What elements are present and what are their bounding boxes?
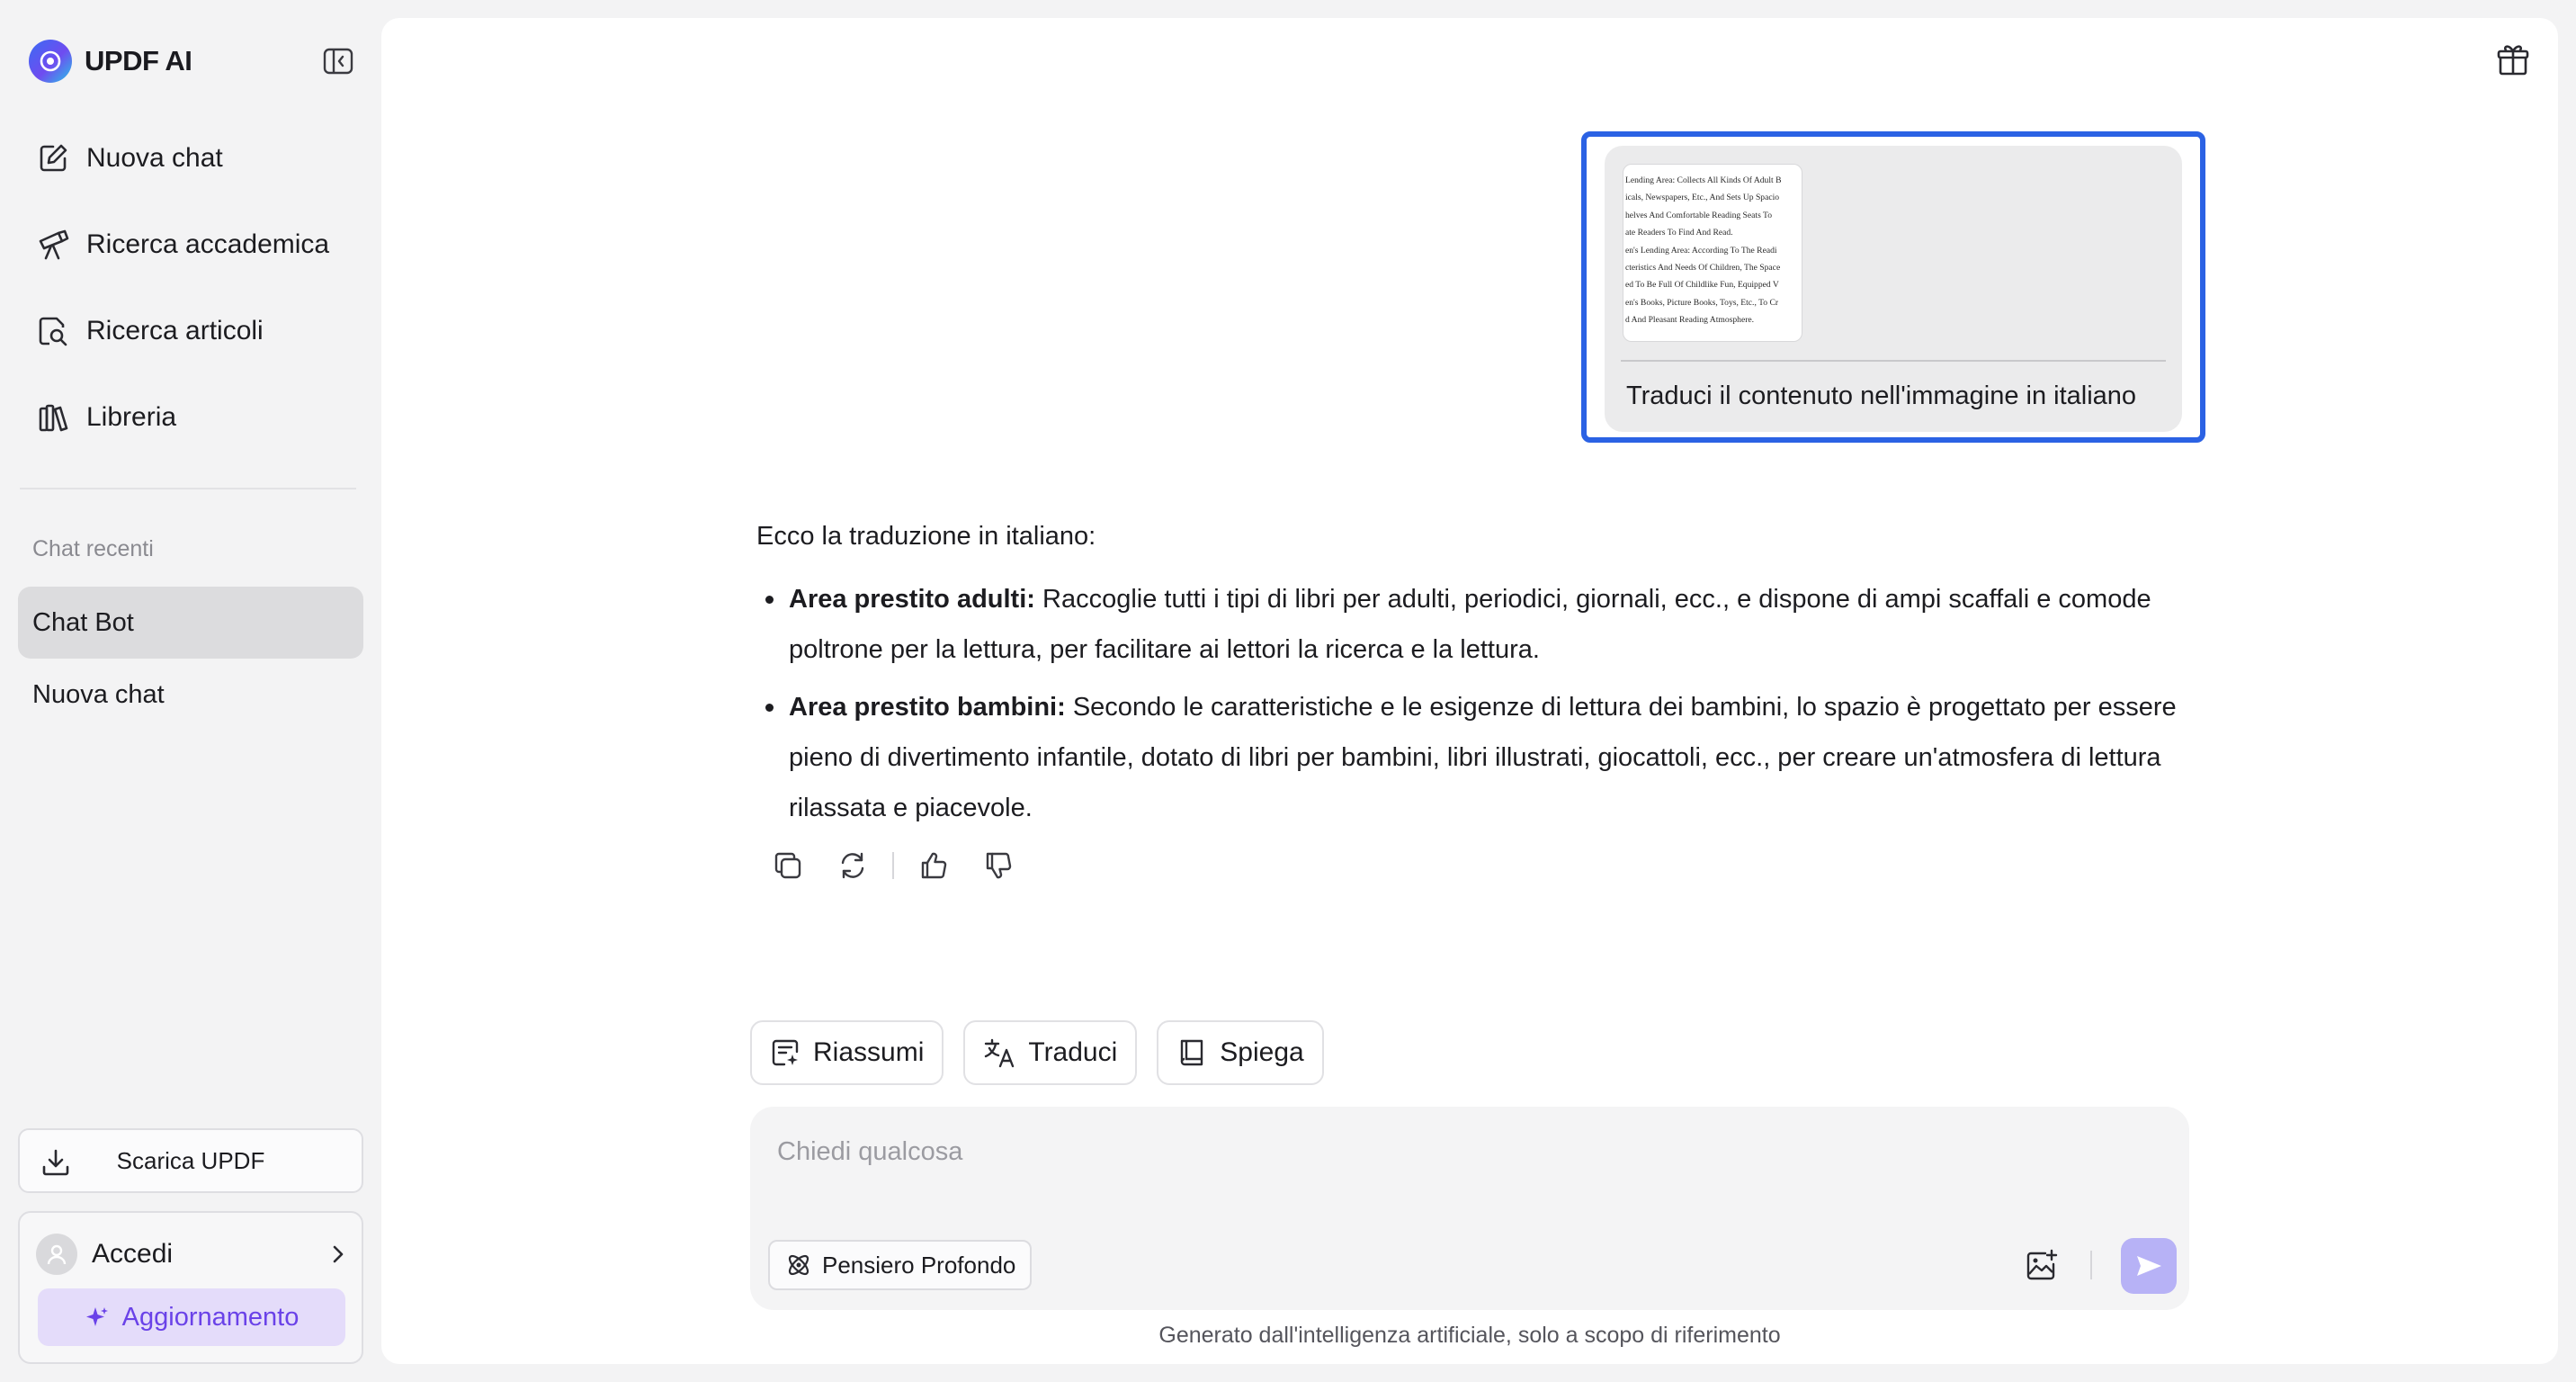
user-message-text: Traduci il contenuto nell'immagine in italiano [1626,381,2137,410]
answer-item-text: Secondo le caratteristiche e le esigenze di lettura dei bambini, lo spazio è progettato per essere pieno di divertimento infantile, dotato di libri per bambini, libri illustrati, giocattoli, ecc., per creare un'atmosfera di lettura rilassata e piacevole. [789,693,2177,822]
send-icon [2133,1251,2164,1281]
answer-item-text: Raccoglie tutti i tipi di libri per adulti, periodici, giornali, ecc., e dispone di ampi scaffali e comode poltrone per la lettura, per facilitare ai lettori la ricerca e la lettura. [789,585,2151,664]
chevron-right-icon [329,1243,347,1265]
brand-name: UPDF AI [85,45,192,76]
recent-chat-item[interactable]: Chat Bot [18,587,363,659]
thumbnail-text-line: ed To Be Full Of Childlike Fun, Equipped V [1625,280,1779,291]
answer-intro: Ecco la traduzione in italiano: [756,522,1096,551]
library-icon [36,400,70,435]
ai-disclaimer: Generato dall'intelligenza artificiale, solo a scopo di riferimento [1158,1323,1781,1348]
nav-label: Ricerca accademica [86,229,330,259]
recent-chats-list [18,587,363,731]
nav-label: Libreria [86,402,177,432]
bubble-divider [1621,360,2166,362]
translate-icon [983,1036,1015,1069]
updf-logo-icon [29,40,72,83]
composer [750,1107,2189,1310]
thumbnail-text-line: icals, Newspapers, Etc., And Sets Up Spacio [1625,193,1780,203]
telescope-icon [36,228,70,262]
send-button[interactable] [2121,1238,2177,1294]
account-card [18,1211,363,1364]
upgrade-label: Aggiornamento [121,1302,300,1332]
translate-label: Traduci [1028,1037,1118,1067]
recent-chats-title: Chat recenti [32,536,154,561]
nav-label: Ricerca articoli [86,316,264,346]
nav-new-chat[interactable] [18,115,363,202]
nav-academic-research[interactable] [18,202,363,288]
avatar [36,1234,77,1275]
thumbnail-text-line: en's Books, Picture Books, Toys, Etc., To Cr [1625,297,1779,308]
message-actions [756,844,1031,887]
summarize-icon [770,1037,801,1068]
nav-label: Nuova chat [86,143,223,173]
composer-divider [2090,1251,2092,1279]
thumbnail-text-line: cteristics And Needs Of Children, The Space [1625,263,1781,274]
quick-actions [750,1020,1324,1085]
user-message-bubble [1605,146,2182,432]
book-icon [1176,1037,1207,1068]
sidebar [0,0,378,1382]
deep-thinking-toggle[interactable] [768,1240,1032,1290]
answer-list-item [756,682,2196,833]
translate-button[interactable] [963,1020,1137,1085]
thumbnail-text-line: ate Readers To Find And Read. [1625,228,1733,238]
thumbnail-text-line: helves And Comfortable Reading Seats To [1625,210,1773,220]
login-row[interactable] [36,1231,347,1278]
assistant-message [756,511,2196,840]
brand [29,40,192,83]
download-updf-button[interactable] [18,1128,363,1193]
download-icon [40,1146,72,1179]
user-message-highlight [1581,131,2205,443]
explain-button[interactable] [1157,1020,1323,1085]
actions-divider [892,852,894,879]
thumbs-down-icon[interactable] [966,844,1031,887]
answer-item-title: Area prestito bambini: [789,693,1066,722]
thumbs-up-icon[interactable] [901,844,966,887]
deep-thinking-label: Pensiero Profondo [822,1251,1016,1279]
nav-library[interactable] [18,374,363,461]
thumbnail-text-line: d And Pleasant Reading Atmosphere. [1625,315,1755,326]
sidebar-nav [18,115,363,461]
recent-chat-item[interactable]: Nuova chat [32,679,165,709]
thumbnail-text-line: en's Lending Area: According To The Readi [1625,245,1777,256]
edit-icon [36,141,70,175]
copy-icon[interactable] [756,844,820,887]
summarize-button[interactable] [750,1020,944,1085]
collapse-sidebar-icon[interactable] [320,45,356,77]
answer-list [756,574,2196,833]
gift-icon[interactable] [2493,40,2533,79]
chat-panel [381,18,2558,1364]
attached-image-thumbnail[interactable] [1623,164,1802,342]
explain-label: Spiega [1220,1037,1304,1067]
atom-icon [784,1251,813,1279]
sidebar-divider [20,488,356,489]
regenerate-icon[interactable] [820,844,885,887]
nav-article-search[interactable] [18,288,363,374]
answer-list-item [756,574,2196,675]
thumbnail-text-line: Lending Area: Collects All Kinds Of Adult B [1625,175,1782,185]
answer-item-title: Area prestito adulti: [789,585,1035,614]
chat-input[interactable] [777,1132,2126,1171]
download-label: Scarica UPDF [116,1146,265,1174]
document-search-icon [36,314,70,348]
image-upload-icon[interactable] [2018,1242,2065,1288]
login-label: Accedi [92,1239,174,1269]
sparkle-icon [85,1305,110,1330]
upgrade-button[interactable] [38,1288,345,1346]
summarize-label: Riassumi [813,1037,925,1067]
